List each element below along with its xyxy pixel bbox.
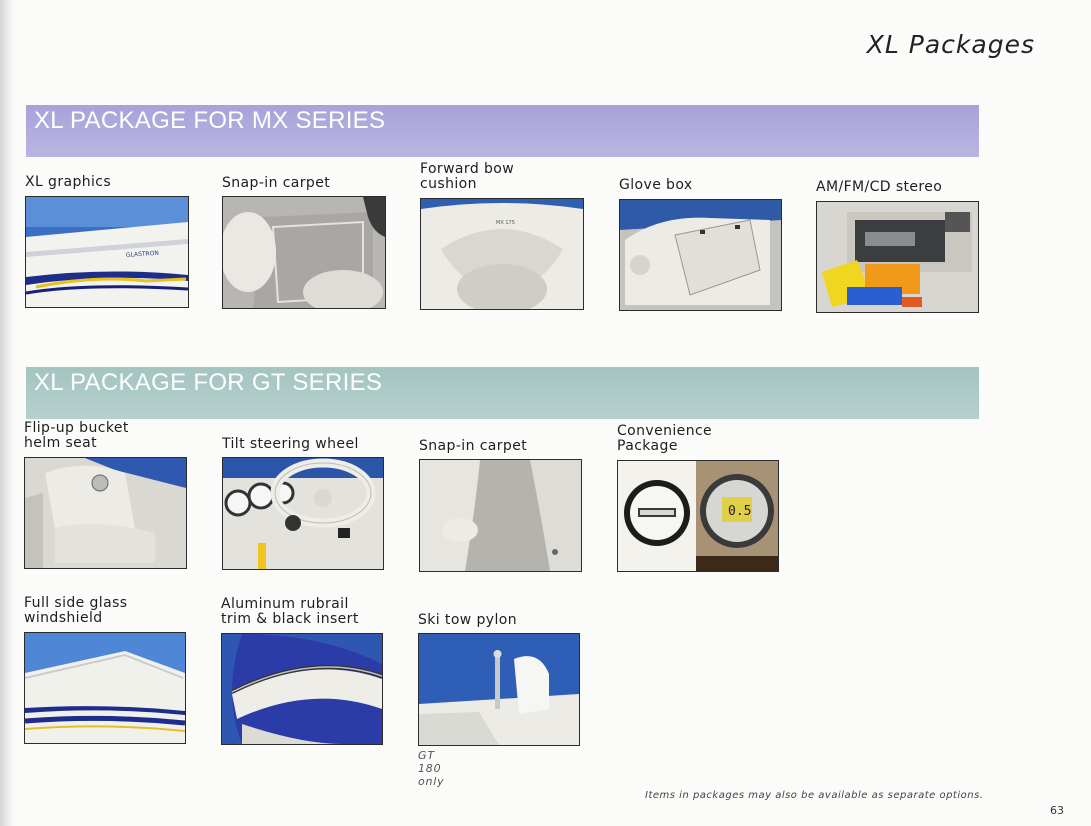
ski-tow-pylon-note: GT 180 only (418, 749, 445, 788)
item-label: Ski tow pylon (418, 612, 517, 628)
item-label: Tilt steering wheel (222, 436, 359, 452)
stereo-photo (816, 201, 979, 313)
item-label: Aluminum rubrail trim & black insert (221, 596, 359, 627)
ski-tow-pylon-photo (418, 633, 580, 746)
item-label: Convenience Package (617, 423, 713, 454)
item-label: Forward bow cushion (420, 161, 515, 192)
gt-series-banner (26, 367, 979, 419)
mx-series-banner (26, 105, 979, 157)
mx-hull-text: MX 175 (496, 220, 515, 226)
item-label: Snap-in carpet (419, 438, 528, 454)
forward-bow-cushion-photo (420, 198, 584, 310)
convenience-package-photo (617, 460, 779, 572)
page-title: XL Packages (866, 30, 1035, 59)
item-label: Full side glass windshield (24, 595, 128, 626)
tilt-steering-wheel-photo (222, 457, 384, 570)
xl-graphics-photo (25, 196, 189, 308)
item-label: AM/FM/CD stereo (816, 179, 943, 195)
mx-series-heading: XL PACKAGE FOR MX SERIES (34, 107, 386, 134)
item-label: XL graphics (25, 174, 112, 190)
glastron-logo-text: GLASTRON (125, 249, 160, 259)
page-number: 63 (1050, 804, 1064, 817)
glove-box-photo (619, 199, 782, 311)
rubrail-photo (221, 633, 383, 745)
page-spine-shadow (0, 0, 14, 826)
item-label: Glove box (619, 177, 693, 193)
gt-series-heading: XL PACKAGE FOR GT SERIES (34, 369, 383, 396)
options-footnote: Items in packages may also be available as separate options. (645, 790, 984, 801)
depth-gauge-reading: 0.5 (728, 504, 752, 519)
item-label: Flip-up bucket helm seat (24, 420, 129, 451)
windshield-photo (24, 632, 186, 744)
flip-up-seat-photo (24, 457, 187, 569)
gt-snap-in-carpet-photo (419, 459, 582, 572)
item-label: Snap-in carpet (222, 175, 331, 191)
snap-in-carpet-photo (222, 196, 386, 309)
